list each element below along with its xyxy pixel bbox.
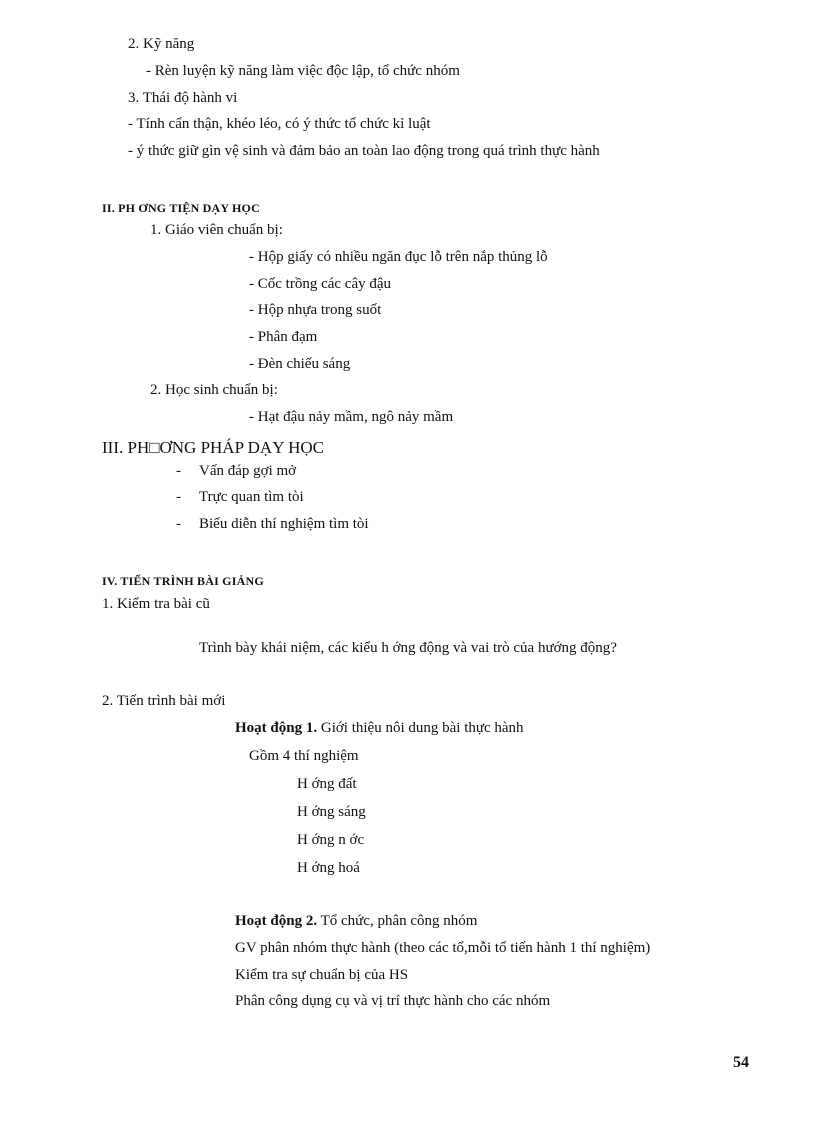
experiment-item: H ớng đất (297, 776, 357, 792)
section-iii-heading: III. PH□ƠNG PHÁP DẠY HỌC (102, 438, 324, 457)
method-item: Trực quan tìm tòi (199, 489, 304, 505)
teacher-prep-item: - Cốc trồng các cây đậu (249, 276, 392, 292)
teacher-prep-item: - Hộp nhựa trong suốt (249, 302, 382, 318)
activity-2-text: Tổ chức, phân công nhóm (317, 913, 478, 929)
attitude-item: - Tính cẩn thận, khéo léo, có ý thức tổ chức kỉ luật (128, 116, 431, 132)
section-iv-heading: IV. TIẾN TRÌNH BÀI GIẢNG (102, 574, 264, 588)
student-prep-item: - Hạt đậu nảy mầm, ngô nảy mầm (249, 409, 454, 425)
teacher-prep-heading: 1. Giáo viên chuẩn bị: (150, 222, 283, 238)
activity-2-line: Kiểm tra sự chuẩn bị của HS (235, 967, 409, 983)
method-item: Vấn đáp gợi mở (199, 463, 297, 479)
activity-1-label: Hoạt động 1. (235, 720, 318, 736)
activity-2 (235, 912, 477, 930)
new-lesson-heading: 2. Tiến trình bài mới (102, 693, 226, 709)
activity-2-label: Hoạt động 2. (235, 913, 318, 929)
activity-1 (235, 719, 524, 737)
attitude-item: - ý thức giữ gìn vệ sinh và đảm bảo an toàn lao động trong quá trình thực hành (128, 143, 600, 159)
skills-item: - Rèn luyện kỹ năng làm việc độc lập, tổ chức nhóm (146, 63, 460, 79)
method-bullet: - (176, 463, 181, 479)
method-bullet: - (176, 489, 181, 505)
experiment-item: H ớng sáng (297, 804, 366, 820)
teacher-prep-item: - Đèn chiếu sáng (249, 356, 351, 372)
activity-1-text: Giới thiệu nôi dung bài thực hành (317, 720, 524, 736)
page-number: 54 (733, 1054, 749, 1071)
teacher-prep-item: - Hộp giấy có nhiều ngăn đục lỗ trên nắp thủng lỗ (249, 249, 548, 265)
method-bullet: - (176, 516, 181, 532)
experiments-intro: Gồm 4 thí nghiệm (249, 748, 359, 764)
experiment-item: H ớng hoá (297, 860, 360, 876)
section-skills-heading: 2. Kỹ năng (128, 36, 195, 52)
section-attitude-heading: 3. Thái độ hành vi (128, 90, 238, 106)
student-prep-heading: 2. Học sinh chuẩn bị: (150, 382, 278, 398)
activity-2-line: GV phân nhóm thực hành (theo các tổ,mỗi tổ tiến hành 1 thí nghiệm) (235, 940, 651, 956)
experiment-item: H ớng n ớc (297, 832, 365, 848)
method-item: Biểu diễn thí nghiệm tìm tòi (199, 516, 369, 532)
review-question: Trình bày khái niệm, các kiểu h ớng động và vai trò của hướng động? (199, 640, 617, 656)
review-heading: 1. Kiểm tra bài cũ (102, 596, 210, 612)
teacher-prep-item: - Phân đạm (249, 329, 318, 345)
section-ii-heading: II. PH ƠNG TIỆN DẠY HỌC (102, 201, 260, 215)
activity-2-line: Phân công dụng cụ và vị trí thực hành cho các nhóm (235, 993, 551, 1009)
